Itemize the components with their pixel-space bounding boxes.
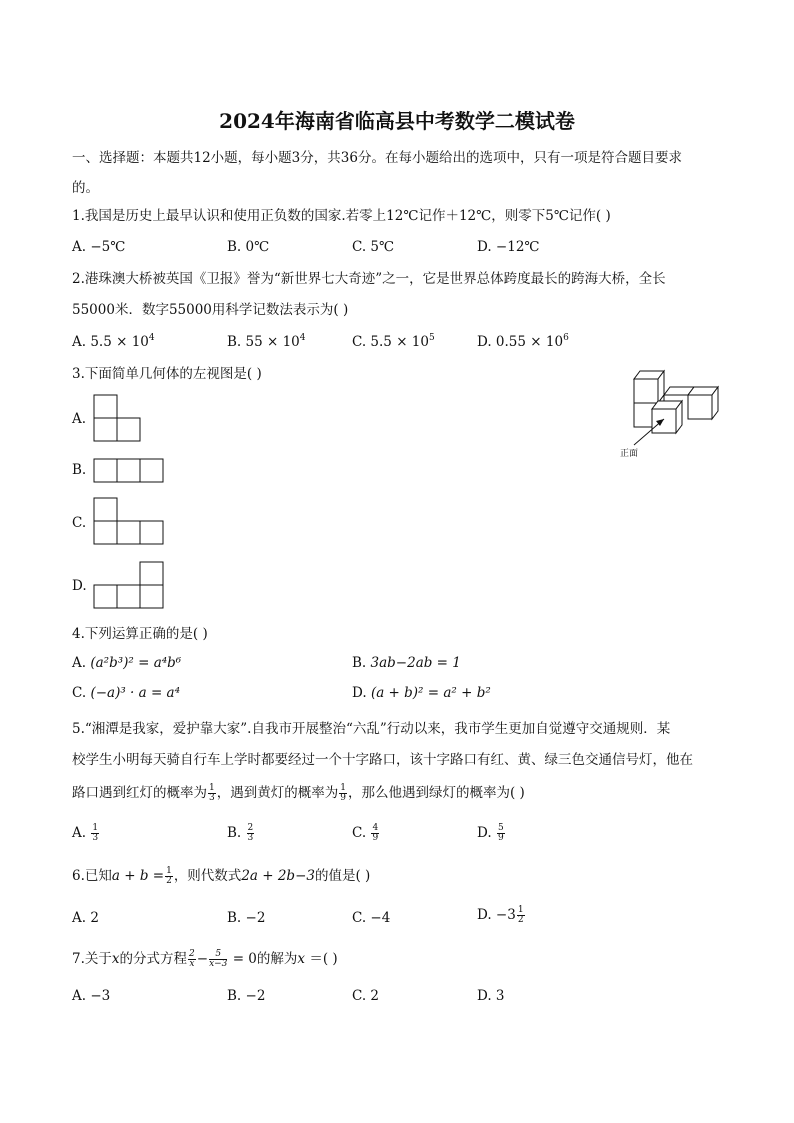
q3-option-a-figure [93, 394, 141, 442]
q6-option-d: D. −3 $\frac{1}{2}$ [477, 905, 524, 925]
q3-option-d-figure [93, 561, 165, 609]
q4-stem: 4.下列运算正确的是( ) [72, 626, 208, 642]
q4-option-a: A. (a²b³)² = a⁴b⁶ [72, 655, 182, 671]
section-instructions-line1: 一、选择题：本题共12小题，每小题3分，共36分。在每小题给出的选项中，只有一项是符合题目要求 [72, 150, 682, 166]
q5-stem-line3: 路口遇到红灯的概率为 $\frac{1}{3}$ ，遇到黄灯的概率为 $\frac{1}{9}$ ，那么他遇到绿灯的概率为( ) [72, 783, 525, 803]
q2-stem-line2: 55000米．数字55000用科学记数法表示为( ) [72, 302, 349, 318]
q6-option-a: A. 2 [72, 910, 99, 926]
q3-solid-figure [620, 365, 730, 460]
q7-option-c: C. 2 [352, 988, 380, 1004]
q3-option-a-label: A. [72, 411, 87, 427]
q5-stem-line2: 校学生小明每天骑自行车上学时都要经过一个十字路口，该十字路口有红、黄、绿三色交通信号灯，他在 [72, 752, 693, 768]
q7-option-d: D. 3 [477, 988, 505, 1004]
q5-stem-line1: 5.“湘潭是我家，爱护靠大家”.自我市开展整治“六乱”行动以来，我市学生更加自觉遵守交通规则．某 [72, 721, 671, 737]
q2-option-a: A. $5.5 \times 10^4$ [72, 333, 155, 350]
q5-option-d: D. $\frac{5}{9}$ [477, 823, 504, 843]
q3-stem: 3.下面简单几何体的左视图是( ) [72, 366, 262, 382]
q5-option-a: A. $\frac{1}{3}$ [72, 823, 99, 843]
q3-option-c-label: C. [72, 515, 87, 531]
q6-stem: 6.已知a + b = $\frac{1}{2}$ ，则代数式2a + 2b−3的值是( ) [72, 866, 371, 886]
q3-option-d-label: D. [72, 578, 87, 594]
q7-option-a: A. −3 [72, 988, 111, 1004]
page-title: 2024年海南省临高县中考数学二模试卷 [219, 109, 575, 133]
q3-option-b-figure [93, 458, 165, 483]
q6-option-c: C. −4 [352, 910, 391, 926]
q1-option-a: A. −5℃ [72, 239, 126, 255]
q1-option-c: C. 5℃ [352, 239, 395, 255]
q3-front-label: 正面 [620, 449, 639, 459]
q5-yellow-probability: $\frac{1}{9}$ [340, 783, 346, 803]
q4-option-b: B. 3ab−2ab = 1 [352, 655, 461, 671]
q1-stem: 1.我国是历史上最早认识和使用正负数的国家.若零上12℃记作＋12℃，则零下5℃记作( ) [72, 208, 611, 224]
q5-option-c: C. $\frac{4}{9}$ [352, 823, 379, 843]
q3-option-c-figure [93, 497, 165, 545]
q5-option-b: B. $\frac{2}{3}$ [227, 823, 254, 843]
q2-option-b: B. $55 \times 10^4$ [227, 333, 306, 350]
q2-option-c: C. $5.5 \times 10^5$ [352, 333, 435, 350]
q6-option-b: B. −2 [227, 910, 266, 926]
q7-stem: 7.关于x的分式方程 $\frac{2}{x}$ − $\frac{5}{x-3}$ = 0的解为x ＝( ) [72, 949, 338, 969]
q5-red-probability: $\frac{1}{3}$ [209, 783, 215, 803]
q1-option-b: B. 0℃ [227, 239, 270, 255]
q7-option-b: B. −2 [227, 988, 266, 1004]
q2-option-d: D. $0.55 \times 10^6$ [477, 333, 569, 350]
section-instructions-line2: 的。 [72, 180, 99, 196]
q1-option-d: D. −12℃ [477, 239, 540, 255]
q2-stem-line1: 2.港珠澳大桥被英国《卫报》誉为“新世界七大奇迹”之一，它是世界总体跨度最长的跨海大桥，全长 [72, 271, 666, 287]
q4-option-d: D. (a + b)² = a² + b² [352, 685, 491, 701]
q3-option-b-label: B. [72, 462, 87, 478]
q4-option-c: C. (−a)³ · a = a⁴ [72, 685, 181, 701]
